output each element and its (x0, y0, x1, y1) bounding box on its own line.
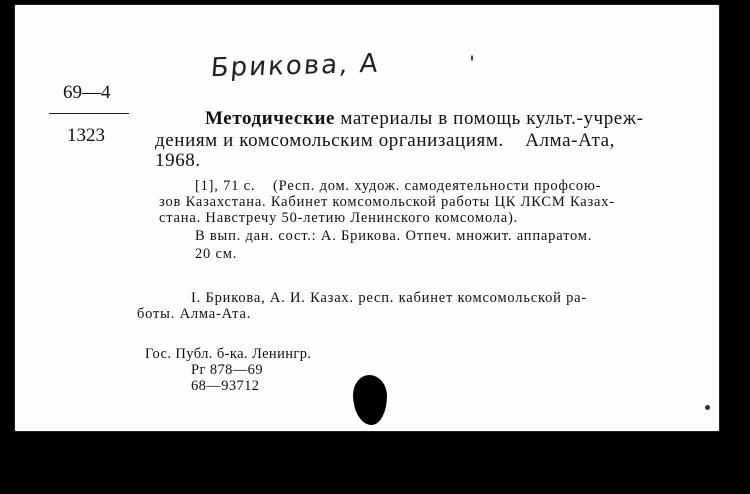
handwritten-author: Брикова, А (209, 48, 381, 84)
call-number-top: 69—4 (63, 82, 111, 103)
title-line-1 (205, 109, 644, 128)
holdings-shelfmark: Рг 878—69 (191, 362, 263, 378)
holdings-library: Гос. Публ. б-ка. Ленингр. (145, 346, 312, 362)
tracings-line-1: I. Брикова, А. И. Казах. респ. кабинет комсомольской ра- (191, 290, 588, 306)
ink-speck (471, 55, 473, 61)
ink-speck (705, 405, 710, 410)
ink-blot (353, 375, 387, 425)
title-line-2: дениям и комсомольским организациям. Алма-Ата, (155, 130, 615, 151)
description-line-1: [1], 71 с. (Респ. дом. худож. самодеятельности профсою- (195, 178, 602, 194)
title-lead-word: Методические (205, 108, 336, 129)
title-line-1-rest: материалы в помощь культ.-учреж- (335, 108, 644, 129)
description-line-2: зов Казахстана. Кабинет комсомольской работы ЦК ЛКСМ Казах- (159, 194, 615, 210)
call-number-divider (49, 113, 129, 114)
description-line-5: 20 см. (195, 246, 238, 262)
call-number-bottom: 1323 (67, 125, 105, 146)
description-line-4: В вып. дан. сост.: А. Брикова. Отпеч. множит. аппаратом. (195, 228, 593, 244)
tracings-line-2: боты. Алма-Ата. (137, 306, 252, 322)
catalog-card (14, 4, 720, 432)
holdings-accession: 68—93712 (191, 378, 260, 394)
title-line-3: 1968. (155, 150, 201, 171)
description-line-3: стана. Навстречу 50-летию Ленинского комсомола). (159, 210, 519, 226)
